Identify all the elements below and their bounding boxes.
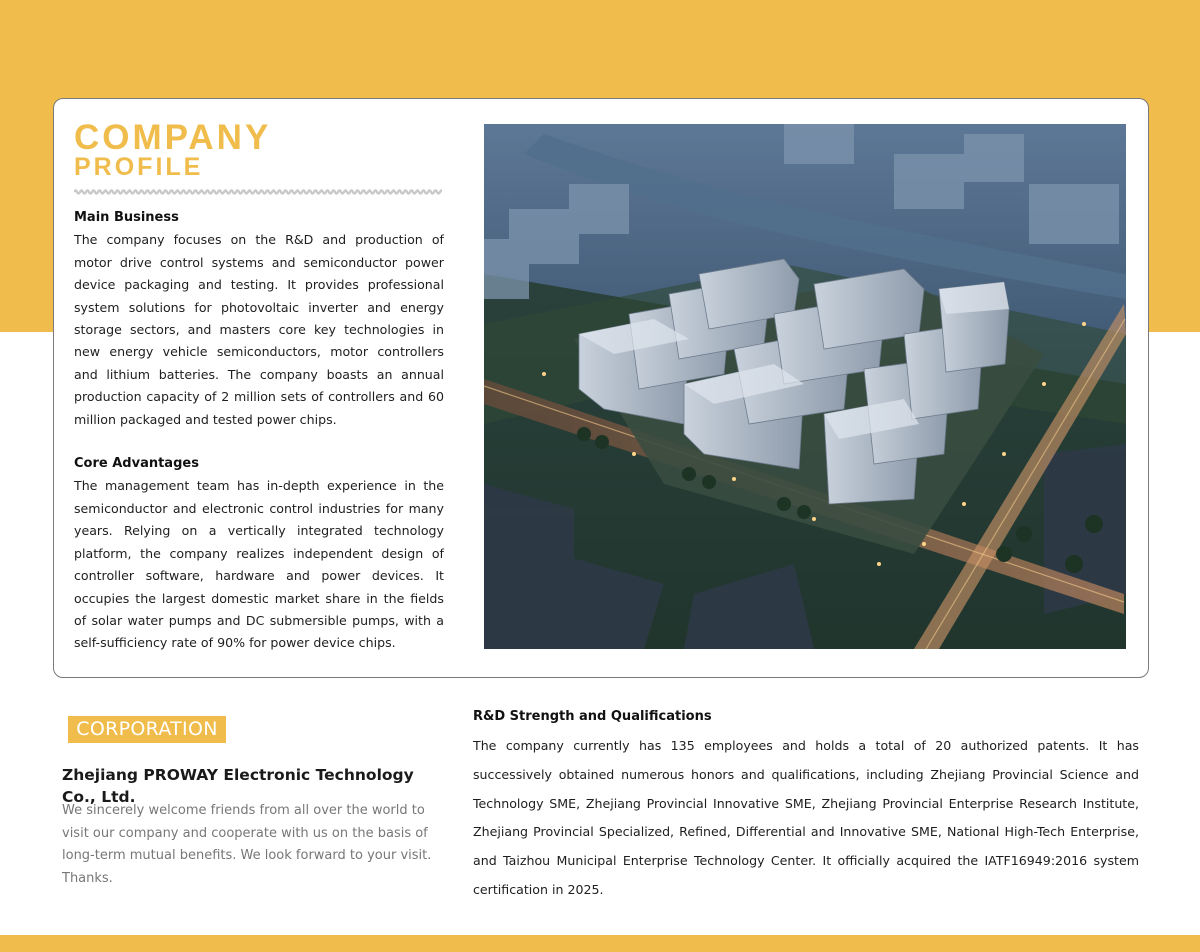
profile-title: COMPANY [74,118,272,157]
bottom-accent-band [0,935,1200,952]
company-profile-card [53,98,1149,678]
wavy-divider [74,187,442,197]
company-name: Zhejiang PROWAY Electronic Technology Co., Ltd. [62,766,414,806]
rd-text: The company currently has 135 employees and holds a total of 20 authorized patents. It has successively obtained numerous honors and qualifications, including Zhejiang Provincial Science and Technology SME, Zhejiang Provincial Innovative SME, Zhejiang Provincial Enterprise Research Institute, Zhejiang Provincial Specialized, Refined, Differential and Innovative SME, National High-Tech Enterprise, and Taizhou Municipal Enterprise Technology Center. It officially acquired the IATF16949:2016 system certification in 2025. [473,738,1139,897]
welcome-message: We sincerely welcome friends from all over the world to visit our company and cooperate with us on the basis of long-term mutual benefits. We look forward to your visit. Thanks. [62,803,432,886]
main-business-heading: Main Business [74,210,179,225]
core-advantages-text: The management team has in-depth experience in the semiconductor and electronic control industries for many years. Relying on a vertically integrated technology platform, the company realizes independent design of controller software, hardware and power devices. It occupies the largest domestic market share in the fields of solar water pumps and DC submersible pumps, with a self-sufficiency rate of 90% for power device chips. [74,478,444,651]
core-advantages-heading: Core Advantages [74,456,199,472]
factory-aerial-photo [484,124,1126,649]
spacer [74,431,444,453]
factory-aerial-illustration [484,124,1126,649]
corporation-badge: CORPORATION [68,716,226,743]
rd-heading: R&D Strength and Qualifications [473,709,712,724]
main-business-text: The company focuses on the R&D and production of motor drive control systems and semiconductor power device packaging and testing. It provides professional system solutions for photovoltaic inverter and energy storage sectors, and masters core key technologies in new energy vehicle semiconductors, motor controllers and lithium batteries. The company boasts an annual production capacity of 2 million sets of controllers and 60 million packaged and tested power chips. [74,232,444,427]
profile-subtitle: PROFILE [74,153,204,181]
profile-text-column [74,207,444,655]
